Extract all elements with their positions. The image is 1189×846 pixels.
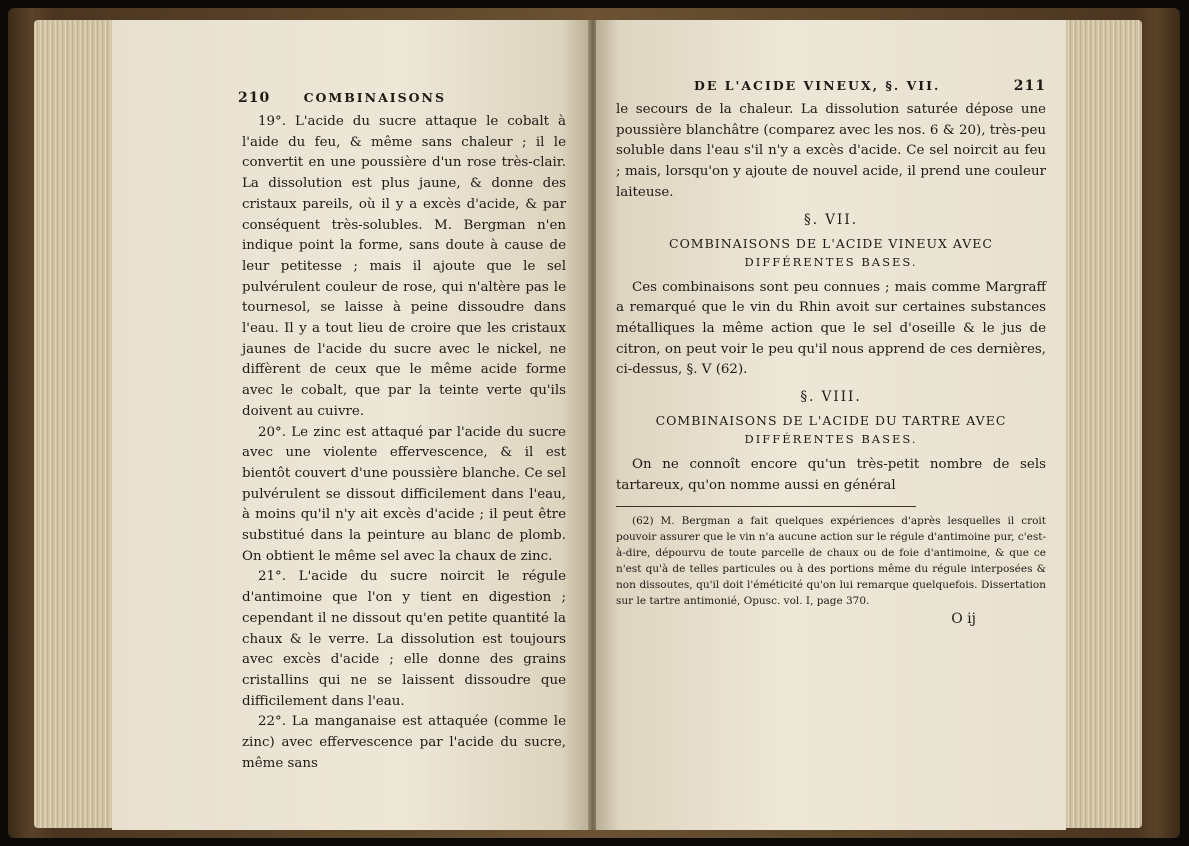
signature-mark: O ij [951, 611, 976, 628]
paragraph-19: 19°. L'acide du sucre attaque le cobalt à l'aide du feu, & même sans chaleur ; il le convertit en une poussière d'un rose très-clair. La dissolution est plus jaune, & donne des cristaux pareils, où il y a excès d'acide, & par conséquent très-solubles. M. Bergman n'en indique point la forme, sans doute à cause de leur petitesse ; mais il ajoute que le sel pulvérulent couleur de rose, qui n'altère pas le tournesol, se laisse à peine dissoudre dans l'eau. Il y a tout lieu de croire que les cristaux jaunes de l'acide du sucre avec le nickel, ne diffèrent de ceux que le même acide forme avec le cobalt, que par la teinte verte qu'ils doivent au cuivre. [242, 114, 566, 419]
section-viii-heading [616, 411, 1046, 449]
section-vii-heading-line2: DIFFÉRENTES BASES. [744, 254, 918, 269]
section-viii-text: On ne connoît encore qu'un très-petit nombre de sels tartareux, qu'on nomme aussi en général [616, 457, 1046, 493]
section-viii-number: §. VIII. [800, 389, 862, 406]
section-vii-number: §. VII. [803, 211, 859, 228]
left-page [112, 20, 590, 830]
paragraph-20: 20°. Le zinc est attaqué par l'acide du sucre avec une violente effervescence, & il est bientôt couvert d'une poussière blanche. Ce sel pulvérulent se dissout difficilement dans l'eau, à moins qu'il n'y ait excès d'acide ; il peut être substitué dans la peinture au blanc de plomb. On obtient le même sel avec la chaux de zinc. [242, 424, 566, 564]
right-page-edges [1062, 20, 1142, 828]
left-page-number: 210 [238, 90, 271, 106]
right-page [596, 20, 1066, 830]
section-viii-heading-line1: COMBINAISONS DE L'ACIDE DU TARTRE AVEC [655, 413, 1007, 429]
left-page-edges [34, 20, 114, 828]
paragraph-continued: le secours de la chaleur. La dissolution saturée dépose une poussière blanchâtre (comparez avec les nos. 6 & 20), très-peu soluble dans l'eau s'il n'y a excès d'acide. Ce sel noircit au feu ; mais, lorsqu'on y ajoute de nouvel acide, il prend une couleur laiteuse. [616, 102, 1046, 200]
section-vii-text: Ces combinaisons sont peu connues ; mais comme Margraff a remarqué que le vin du Rhin avoit sur certaines substances métalliques la même action que le sel d'oseille & le jus de citron, on peut voir le peu qu'il nous apprend de ces dernières, ci-dessus, §. V (62). [616, 279, 1046, 378]
footnote-rule [616, 506, 916, 507]
left-running-title: COMBINAISONS [303, 90, 446, 105]
section-viii-heading-line2: DIFFÉRENTES BASES. [744, 432, 918, 447]
paragraph-22: 22°. La manganaise est attaquée (comme le zinc) avec effervescence par l'acide du sucre, même sans [242, 714, 566, 771]
paragraph-21: 21°. L'acide du sucre noircit le régule d'antimoine que l'on y tient en digestion ; cependant il ne dissout qu'en petite quantité la chaux & le verre. La dissolution est toujours avec excès d'acide ; elle donne des grains cristallins qui ne se laissent dissoudre que difficilement dans l'eau. [242, 569, 566, 709]
footnote-62: (62) M. Bergman a fait quelques expériences d'après lesquelles il croit pouvoir assurer que le vin n'a aucune action sur le régule d'antimoine pur, c'est-à-dire, dépourvu de toute parcelle de chaux ou de foie d'antimoine, & que ce n'est qu'à de telles particules ou à des portions même du régule interposées & non dissoutes, qu'il doit l'éméticité qu'on lui remarque quelquefois. Dissertation sur le tartre antimonié, Opusc. vol. I, page 370. [616, 515, 1046, 608]
section-vii-heading-line1: COMBINAISONS DE L'ACIDE VINEUX AVEC [669, 235, 993, 251]
right-page-number: 211 [1013, 78, 1046, 94]
right-running-title: DE L'ACIDE VINEUX, §. VII. [694, 78, 941, 93]
section-vii-heading [616, 234, 1046, 272]
right-running-head [616, 78, 1046, 94]
left-running-head [238, 90, 566, 106]
